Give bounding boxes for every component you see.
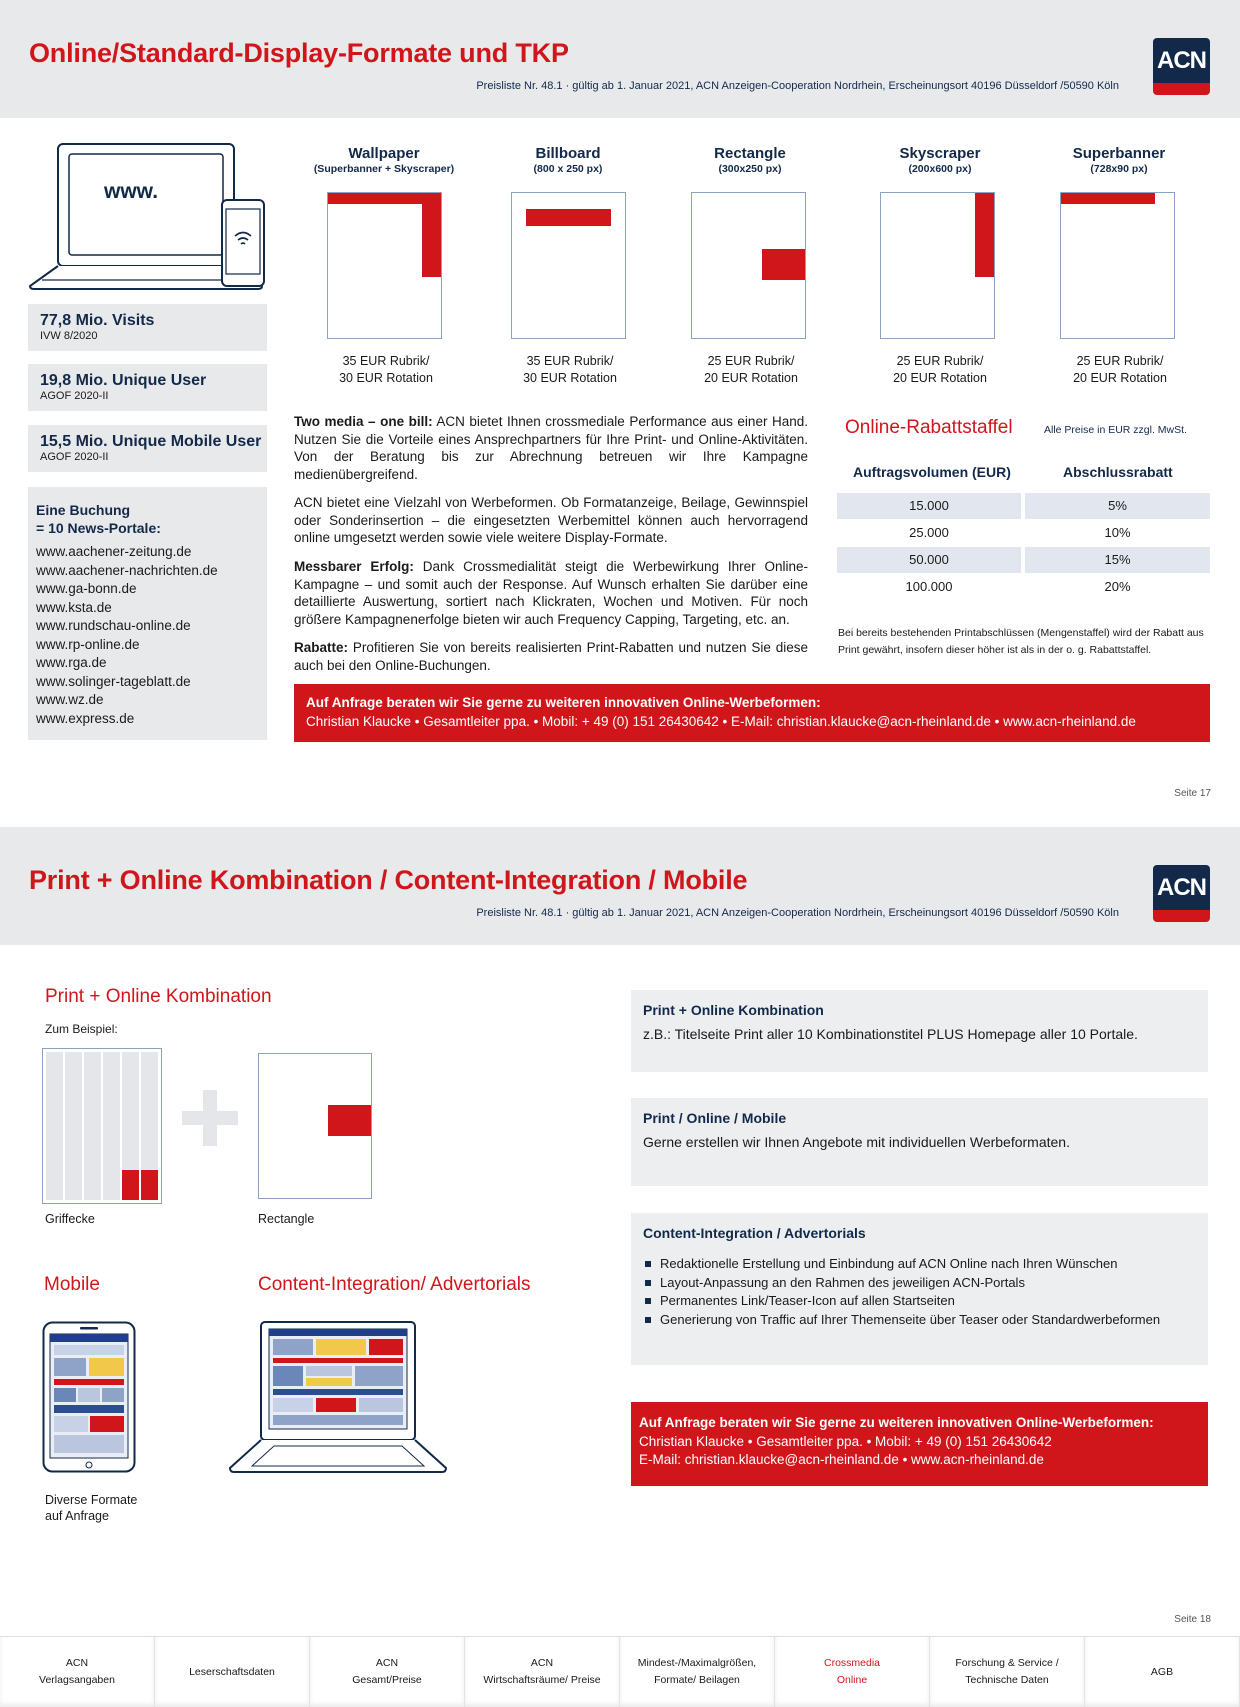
portal-link[interactable]: www.aachener-zeitung.de — [36, 544, 192, 559]
rectangle-label: Rectangle — [258, 1212, 315, 1226]
portal-link[interactable]: www.aachener-nachrichten.de — [36, 562, 218, 578]
pricelist-info: Preisliste Nr. 48.1 · gültig ab 1. Januar 2021, ACN Anzeigen-Cooperation Nordrhein, Erscheinungsort 40196 Düsseldorf /50590 Köln — [476, 80, 1119, 92]
rabatt-footnote: Bei bereits bestehenden Printabschlüssen (Mengenstaffel) wird der Rabatt aus Print gewährt, insofern dieser höher ist als in der o. g. Rabattstaffel. — [838, 627, 1204, 656]
laptop-phone-icon — [28, 140, 268, 290]
mobile-title: Mobile — [44, 1274, 100, 1295]
table-row: 25.000 10% — [909, 525, 1131, 540]
info-print-online-kombination: Print + Online Kombination z.B.: Titelseite Print aller 10 Kombinationstitel PLUS Homepage aller 10 Portale. — [631, 990, 1208, 1072]
format-skyscraper-heading: Skyscraper (200x600 px) — [899, 145, 981, 175]
acn-logo: ACN — [1153, 865, 1210, 922]
laptop-www-text: www. — [104, 180, 159, 203]
tab-verlagsangaben[interactable]: ACN Verlagsangaben — [0, 1637, 155, 1707]
list-item: Generierung von Traffic auf Ihrer Themenseite über Teaser oder Standardwerbeformen — [643, 1311, 1196, 1330]
rabatt-note: Alle Preise in EUR zzgl. MwSt. — [1044, 424, 1187, 436]
page-title: Online/Standard-Display-Formate und TKP — [29, 38, 569, 68]
page1-header — [0, 0, 1240, 118]
rabatt-title: Online-Rabattstaffel — [845, 417, 1013, 438]
paragraph-werbeformen: ACN bietet eine Vielzahl von Werbeformen. Ob Formatanzeige, Beilage, Gewinnspiel oder Sonderinsertion – die eingesetzten Werbemittel können auch hervorragend online umgesetzt werden sowie viele weitere Display-Formate. — [294, 495, 808, 545]
combo-title: Print + Online Kombination — [45, 986, 272, 1007]
superbanner-diagram — [1060, 192, 1175, 339]
portal-link[interactable]: www.ksta.de — [36, 599, 112, 615]
portal-link[interactable]: www.rga.de — [36, 655, 107, 670]
rabatt-header-discount: Abschlussrabatt — [1063, 464, 1173, 480]
tab-forschung-service[interactable]: Forschung & Service / Technische Daten — [930, 1637, 1085, 1707]
rabatt-table — [837, 493, 1210, 601]
list-item: Permanentes Link/Teaser-Icon auf allen Startseiten — [643, 1292, 1196, 1311]
section-tabs — [0, 1636, 1240, 1707]
wallpaper-diagram — [327, 192, 442, 339]
format-wallpaper-heading: Wallpaper (Superbanner + Skyscraper) — [313, 145, 455, 175]
rectangle-online-diagram — [258, 1053, 372, 1199]
laptop-advertorial-icon — [228, 1320, 448, 1474]
tab-crossmedia-online[interactable]: Crossmedia Online — [775, 1637, 930, 1707]
page2-header — [0, 827, 1240, 945]
format-price: 25 EUR Rubrik/ 20 EUR Rotation — [704, 354, 798, 385]
zum-beispiel-label: Zum Beispiel: — [45, 1022, 118, 1036]
tab-leserschaftsdaten[interactable]: Leserschaftsdaten — [155, 1637, 310, 1707]
format-price: 25 EUR Rubrik/ 20 EUR Rotation — [893, 354, 987, 385]
contact-bar: Auf Anfrage beraten wir Sie gerne zu weiteren innovativen Online-Werbeformen: Christian Klaucke • Gesamtleiter ppa. • Mobil: + 49 (0) 151 26430642 E-Mail: christian.klaucke@acn-rheinland.de • www.acn-rheinland.de — [631, 1402, 1208, 1486]
portal-link[interactable]: www.rundschau-online.de — [36, 618, 191, 633]
format-price: 35 EUR Rubrik/ 30 EUR Rotation — [339, 354, 433, 385]
table-row: 100.000 20% — [905, 579, 1131, 594]
format-billboard-heading: Billboard (800 x 250 px) — [533, 145, 603, 175]
billboard-diagram — [511, 192, 626, 339]
portal-link[interactable]: www.solinger-tageblatt.de — [36, 673, 191, 689]
tab-agb[interactable]: AGB — [1085, 1637, 1240, 1707]
page-title: Print + Online Kombination / Content-Integration / Mobile — [29, 865, 748, 895]
diverse-formate-label: Diverse Formate auf Anfrage — [45, 1493, 138, 1523]
tab-formate-beilagen[interactable]: Mindest-/Maximalgrößen, Formate/ Beilagen — [620, 1637, 775, 1707]
table-row: 15.000 5% — [837, 493, 1210, 519]
tab-gesamt-preise[interactable]: ACN Gesamt/Preise — [310, 1637, 465, 1707]
paragraph-two-media: Two media – one bill: ACN bietet Ihnen crossmediale Performance aus einer Hand. Nutzen Sie die Vorteile eines Ansprechpartners für Ihre Print- und Online-Aktivitäten. Von der Beratung bis zur Abrechnung betreuen wir Ihre Kampagne medienübergreifend. — [294, 414, 808, 482]
portal-link[interactable]: www.wz.de — [36, 692, 104, 707]
page-number: Seite 17 — [1174, 788, 1211, 799]
news-portals-box — [28, 487, 267, 740]
griffecke-label: Griffecke — [45, 1212, 95, 1226]
pricelist-info: Preisliste Nr. 48.1 · gültig ab 1. Januar 2021, ACN Anzeigen-Cooperation Nordrhein, Erscheinungsort 40196 Düsseldorf /50590 Köln — [476, 907, 1119, 919]
stat-unique-user: 19,8 Mio. Unique User AGOF 2020-II — [28, 364, 267, 411]
format-superbanner-heading: Superbanner (728x90 px) — [1072, 145, 1166, 175]
portal-link[interactable]: www.rp-online.de — [36, 636, 140, 652]
skyscraper-diagram — [880, 192, 995, 339]
stat-visits: 77,8 Mio. Visits IVW 8/2020 — [28, 304, 267, 351]
rabatt-header-volume: Auftragsvolumen (EUR) — [853, 464, 1011, 480]
list-item: Layout-Anpassung an den Rahmen des jeweiligen ACN-Portals — [643, 1274, 1196, 1293]
acn-logo: ACN — [1153, 38, 1210, 95]
rectangle-diagram — [691, 192, 806, 339]
content-integration-title: Content-Integration/ Advertorials — [258, 1274, 531, 1295]
portal-link[interactable]: www.ga-bonn.de — [36, 581, 137, 596]
page-number: Seite 18 — [1174, 1614, 1211, 1625]
format-price: 25 EUR Rubrik/ 20 EUR Rotation — [1073, 354, 1167, 385]
griffecke-diagram — [42, 1048, 162, 1204]
portal-link[interactable]: www.express.de — [36, 710, 135, 726]
table-row: 50.000 15% — [837, 547, 1210, 573]
portals-title: Eine Buchung = 10 News-Portale: — [36, 502, 161, 536]
format-price: 35 EUR Rubrik/ 30 EUR Rotation — [523, 354, 617, 385]
paragraph-rabatte: Rabatte: Profitieren Sie von bereits realisierten Print-Rabatten und nutzen Sie diese auch bei den Online-Buchungen. — [294, 640, 808, 673]
list-item: Redaktionelle Erstellung und Einbindung auf ACN Online nach Ihren Wünschen — [643, 1255, 1196, 1274]
tab-wirtschaftsraeume[interactable]: ACN Wirtschaftsräume/ Preise — [465, 1637, 620, 1707]
info-content-integration: Content-Integration / Advertorials Redaktionelle Erstellung und Einbindung auf ACN Online nach Ihren Wünschen Layout-Anpassung an den Rahmen des jeweiligen ACN-Portals Permanentes Link/Teaser-Icon auf allen Startseiten Generierung von Traffic auf Ihrer Themenseite über Teaser oder Standardwerbeformen — [631, 1213, 1208, 1365]
format-rectangle-heading: Rectangle (300x250 px) — [714, 145, 786, 175]
stat-unique-mobile-user: 15,5 Mio. Unique Mobile User AGOF 2020-II — [28, 425, 267, 472]
paragraph-messbarer-erfolg: Messbarer Erfolg: Dank Crossmedialität steigt die Werbewirkung Ihrer Online-Kampagne – und somit auch der Response. Auf Wunsch erhalten Sie darüber eine detaillierte Auswertung, sortiert nach Klickraten, Wochen und Motiven. Für noch größere Kampagnenerfolge bieten wir auch Frequency Capping, Targeting, etc. an. — [294, 559, 808, 627]
info-print-online-mobile: Print / Online / Mobile Gerne erstellen wir Ihnen Angebote mit individuellen Werbeformaten. — [631, 1098, 1208, 1186]
mobile-phone-icon — [42, 1321, 136, 1473]
contact-bar: Auf Anfrage beraten wir Sie gerne zu weiteren innovativen Online-Werbeformen: Christian Klaucke • Gesamtleiter ppa. • Mobil: + 49 (0) 151 26430642 • E-Mail: christian.klaucke@acn-rheinland.de • www.acn-rheinland.de — [294, 684, 1210, 742]
plus-icon — [182, 1090, 238, 1146]
